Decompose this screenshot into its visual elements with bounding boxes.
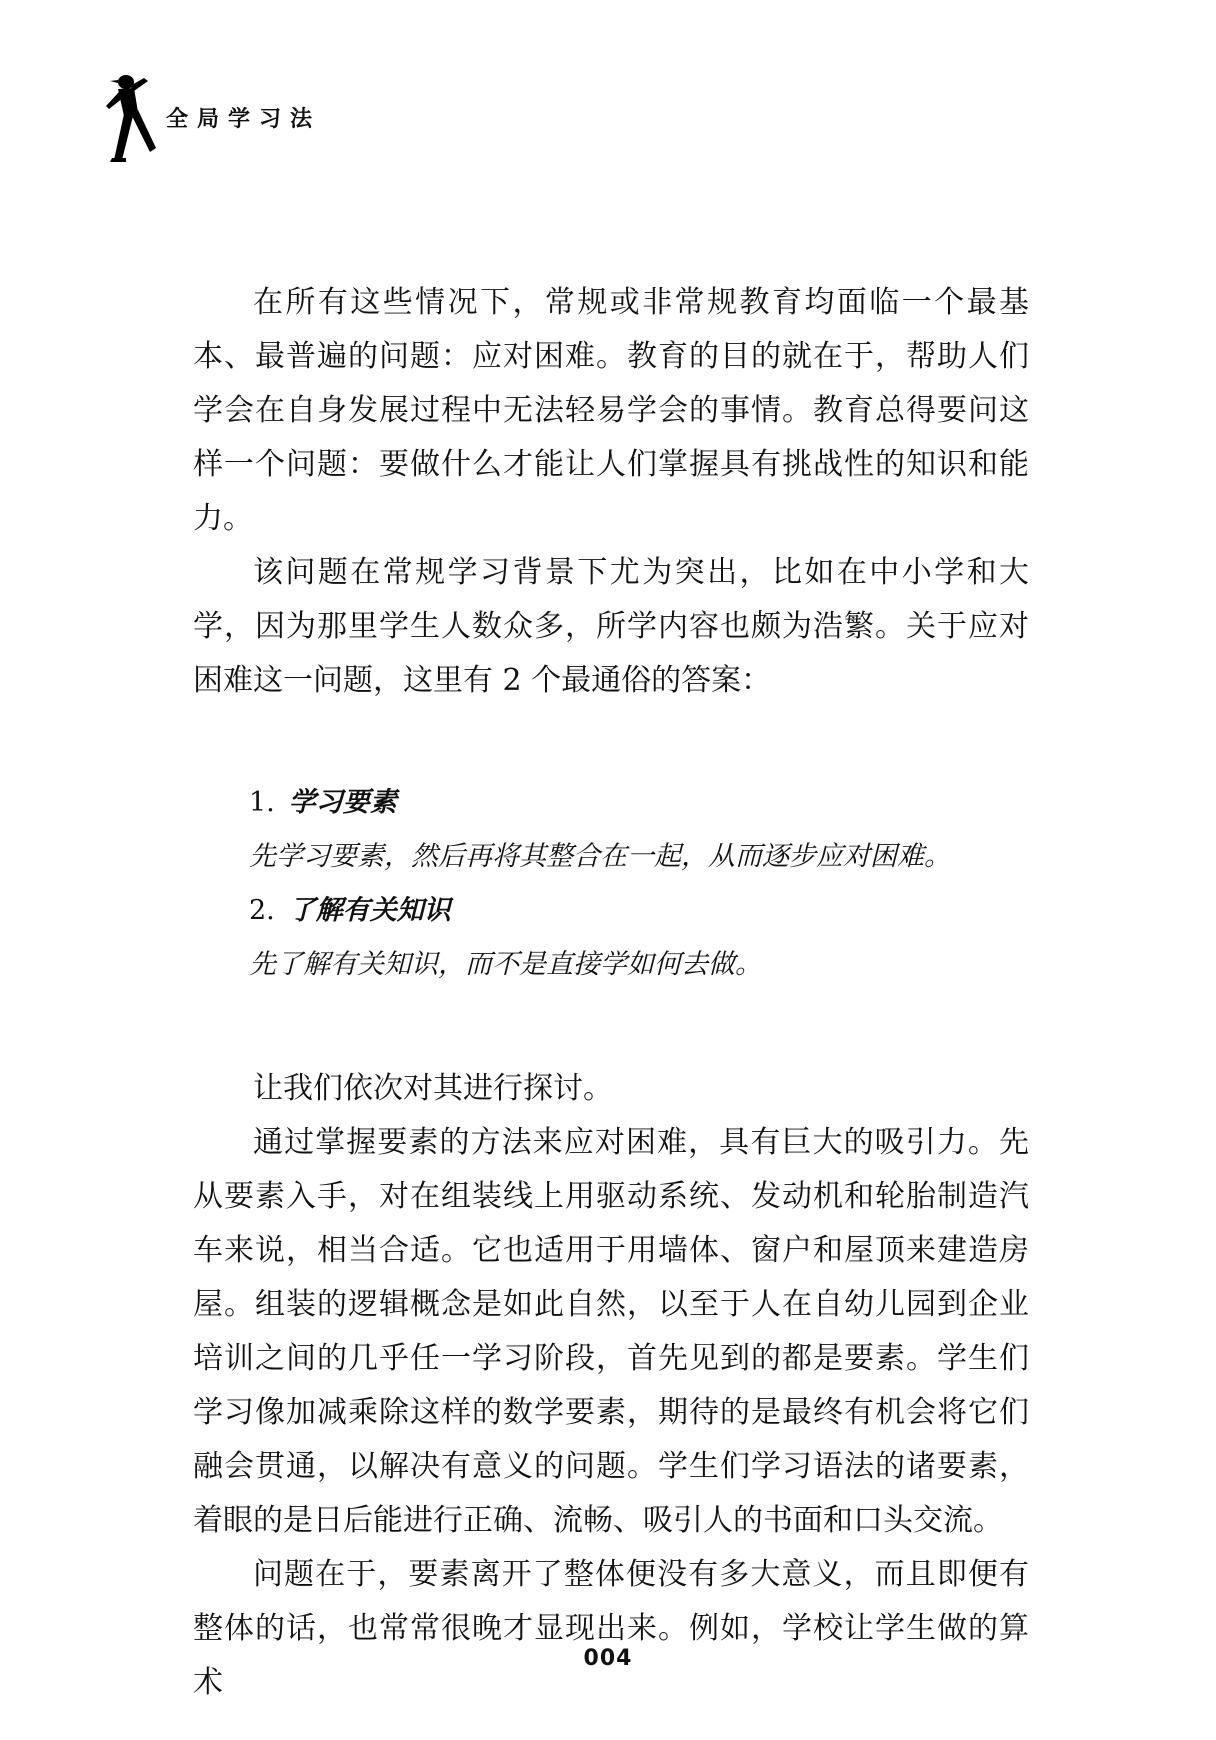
list-item-number: 2. [249,895,275,926]
running-header [104,72,504,162]
list-item-description: 先学习要素，然后再将其整合在一起，从而逐步应对困难。 [249,841,951,872]
page-body [193,276,1029,1710]
paragraph: 通过掌握要素的方法来应对困难，具有巨大的吸引力。先从要素入手，对在组装线上用驱动系统、发动机和轮胎制造汽车来说，相当合适。它也适用于用墙体、窗户和屋顶来建造房屋。组装的逻辑概念是如此自然，以至于人在自幼儿园到企业培训之间的几乎任一学习阶段，首先见到的都是要素。学生们学习像加减乘除这样的数学要素，期待的是最终有机会将它们融会贯通，以解决有意义的问题。学生们学习语法的诸要素，着眼的是日后能进行正确、流畅、吸引人的书面和口头交流。 [193,1125,1029,1538]
book-title: 全局学习法 [166,107,322,132]
list-item-title-text: 了解有关知识 [288,895,451,926]
list-item-number: 1. [249,787,275,818]
paragraph: 在所有这些情况下，常规或非常规教育均面临一个最基本、最普遍的问题：应对困难。教育的目的就在于，帮助人们学会在自身发展过程中无法轻易学会的事情。教育总得要问这样一个问题：要做什么才能让人们掌握具有挑战性的知识和能力。 [193,285,1029,536]
paragraph: 问题在于，要素离开了整体便没有多大意义，而且即便有整体的话，也常常很晚才显现出来。例如，学校让学生做的算术 [193,1557,1029,1700]
list-item-description: 先了解有关知识，而不是直接学如何去做。 [249,949,762,980]
list-item-title-text: 学习要素 [288,787,397,818]
paragraph: 该问题在常规学习背景下尤为突出，比如在中小学和大学，因为那里学生人数众多，所学内容也颇为浩繁。关于应对困难这一问题，这里有 2 个最通俗的答案： [193,555,1029,698]
answer-list [193,776,1029,992]
page-number: 004 [583,1646,633,1671]
paragraph: 让我们依次对其进行探讨。 [253,1071,613,1106]
list-item-title [193,884,1029,938]
baseball-pitcher-silhouette-icon [104,72,168,162]
list-item-title [193,776,1029,830]
